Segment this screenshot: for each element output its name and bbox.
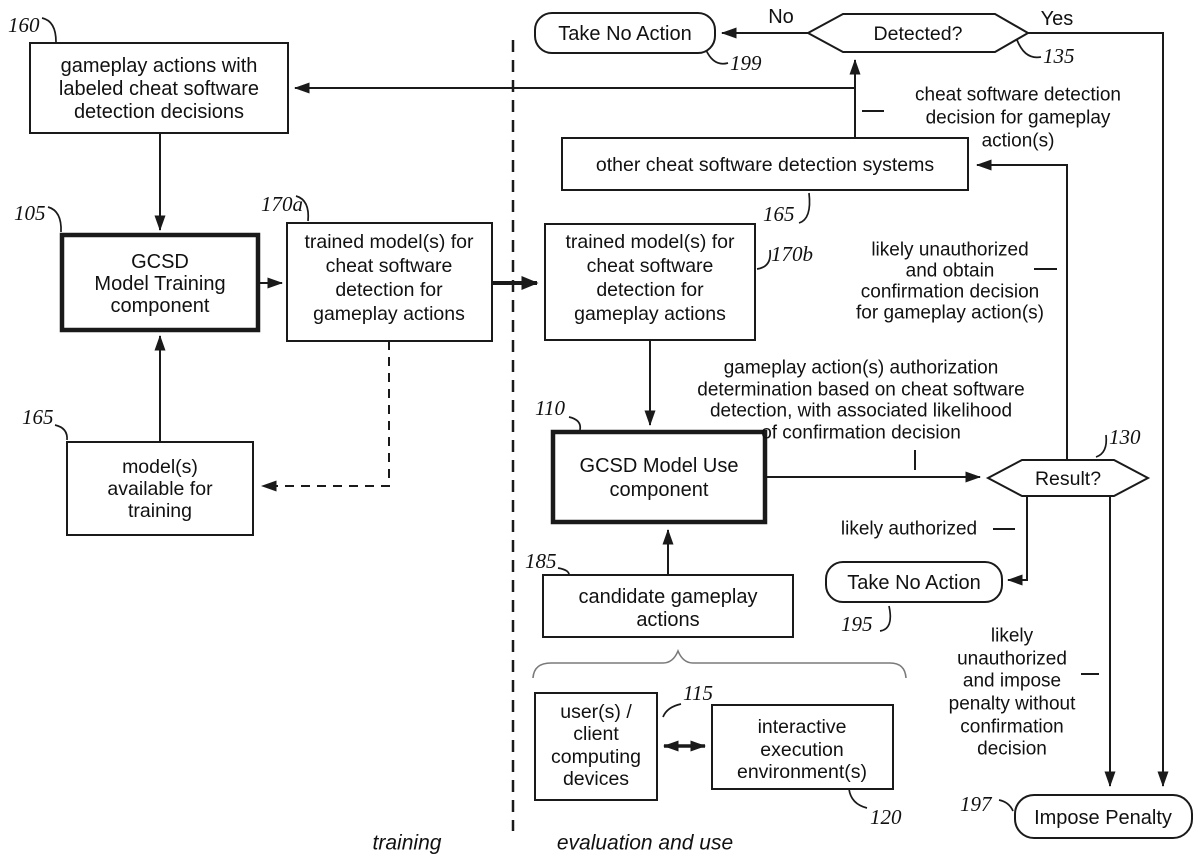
annotation-penalty-line6: decision [977,738,1047,760]
box-client-devices-line4: devices [562,768,630,790]
ref-curl-135 [1017,40,1041,57]
ref-label-115: 115 [683,681,713,705]
decision-result-label: Result? [1034,468,1102,490]
box-client-devices-line1: user(s) / [560,701,632,723]
decision-detected [808,14,1028,52]
terminal-take-no-action-mid [826,562,1002,602]
ref-label-199: 199 [730,51,762,75]
ref-label-195: 195 [841,612,873,636]
ref-label-185: 185 [525,549,557,573]
ref-curl-105 [48,207,61,232]
ref-label-130: 130 [1109,425,1141,449]
box-candidate-line1: candidate gameplay [578,586,758,608]
box-other-detection-systems [562,138,968,190]
ref-curl-115 [663,704,681,717]
box-models-available-line1: model(s) [122,456,198,478]
ref-label-105: 105 [14,201,46,225]
box-client-devices [535,693,657,800]
annotation-confirm-line2: and obtain [905,260,995,282]
box-models-available-line2: available for [107,478,213,500]
annotation-likely-authorized: likely authorized [840,518,978,540]
annotation-penalty-line4: penalty without [948,693,1076,715]
annotation-determination-line2: determination based on cheat software [697,379,1025,401]
box-model-use-component [553,432,765,522]
box-model-use-line1: GCSD Model Use [579,455,739,477]
ref-curl-110 [569,417,580,430]
ref-label-120: 120 [870,805,902,829]
terminal-take-no-action-top-label: Take No Action [558,23,692,45]
box-execution-environment [712,705,893,789]
box-candidate-actions [543,575,793,637]
annotation-determination-line4: of confirmation decision [761,422,961,444]
box-other-systems-line1: other cheat software detection systems [595,154,935,176]
box-trained-models-170b [545,224,755,340]
annotation-determination-line3: detection, with associated likelihood [709,400,1013,422]
ref-label-165-models: 165 [22,405,54,429]
decision-detected-label: Detected? [873,23,963,45]
box-trained-b-line2: cheat software [586,255,714,277]
box-model-use-line2: component [609,479,709,501]
annotation-penalty-line3: and impose [962,670,1062,692]
box-models-available [67,442,253,535]
ref-curl-195 [880,606,890,631]
ref-label-160: 160 [8,13,40,37]
annotation-penalty-line5: confirmation [960,716,1064,738]
edge-label-no: No [768,6,794,28]
ref-curl-120 [849,789,867,808]
box-labeled-actions [30,43,288,133]
ref-label-135: 135 [1043,44,1075,68]
ref-curl-199 [706,50,728,64]
terminal-impose-penalty-label: Impose Penalty [1034,807,1172,829]
box-execution-env-line2: execution [760,739,844,761]
box-trained-b-line3: detection for [596,279,704,301]
annotation-confirm-line4: for gameplay action(s) [856,302,1044,324]
ref-label-110: 110 [535,396,565,420]
box-labeled-actions-line1: gameplay actions with [60,55,258,77]
arrow-result-to-take-no-action-mid [1008,497,1027,580]
box-trained-a-line2: cheat software [325,255,453,277]
annotation-confirm-line1: likely unauthorized [871,239,1029,261]
terminal-take-no-action-top [535,13,715,53]
annotation-penalty-line1: likely [990,625,1034,647]
box-model-training-line2: Model Training [94,273,226,295]
box-labeled-actions-line3: detection decisions [73,101,245,123]
box-trained-b-line1: trained model(s) for [565,231,735,253]
box-candidate-line2: actions [636,609,700,631]
ref-curl-165-other [799,193,810,223]
box-trained-models-170a [287,223,492,341]
annotation-determination-line1: gameplay action(s) authorization [723,357,999,379]
box-execution-env-line1: interactive [757,716,847,738]
box-client-devices-line3: computing [551,746,641,768]
annotation-penalty-line2: unauthorized [957,648,1067,670]
ref-label-170b: 170b [771,242,813,266]
box-model-training-line1: GCSD [131,251,189,273]
ref-curl-165-models [55,425,67,440]
section-label-training: training [372,831,442,855]
decision-result [988,460,1148,496]
section-label-evaluation: evaluation and use [556,831,734,855]
ref-curl-197 [999,800,1013,811]
box-trained-a-line4: gameplay actions [313,303,465,325]
brace-runtime-sources [533,651,906,678]
box-trained-a-line3: detection for [335,279,443,301]
box-labeled-actions-line2: labeled cheat software [58,78,260,100]
annotation-detection-decision-line2: decision for gameplay [925,107,1111,129]
terminal-take-no-action-mid-label: Take No Action [847,572,981,594]
box-client-devices-line2: client [573,723,619,745]
edge-label-yes: Yes [1040,8,1074,30]
annotation-confirm-line3: confirmation decision [860,281,1040,303]
ref-label-170a: 170a [261,192,303,216]
box-model-training-line3: component [110,295,210,317]
box-model-training-component [62,235,258,330]
ref-curl-160 [42,18,56,42]
annotation-likely-unauthorized-penalty [949,626,1076,760]
annotation-detection-decision-line1: cheat software detection [915,84,1121,106]
dashed-arrow-trained-a-to-models-available [262,341,389,486]
box-execution-env-line3: environment(s) [736,761,868,783]
annotation-likely-unauthorized-confirm [856,240,1044,324]
box-models-available-line3: training [128,500,192,522]
box-trained-b-line4: gameplay actions [574,303,726,325]
ref-curl-170b [757,250,770,269]
annotation-detection-decision-line3: action(s) [981,130,1055,152]
ref-label-197: 197 [960,792,992,816]
box-trained-a-line1: trained model(s) for [304,231,474,253]
ref-label-165-other: 165 [763,202,795,226]
ref-curl-130 [1096,435,1106,457]
terminal-impose-penalty [1015,795,1192,838]
